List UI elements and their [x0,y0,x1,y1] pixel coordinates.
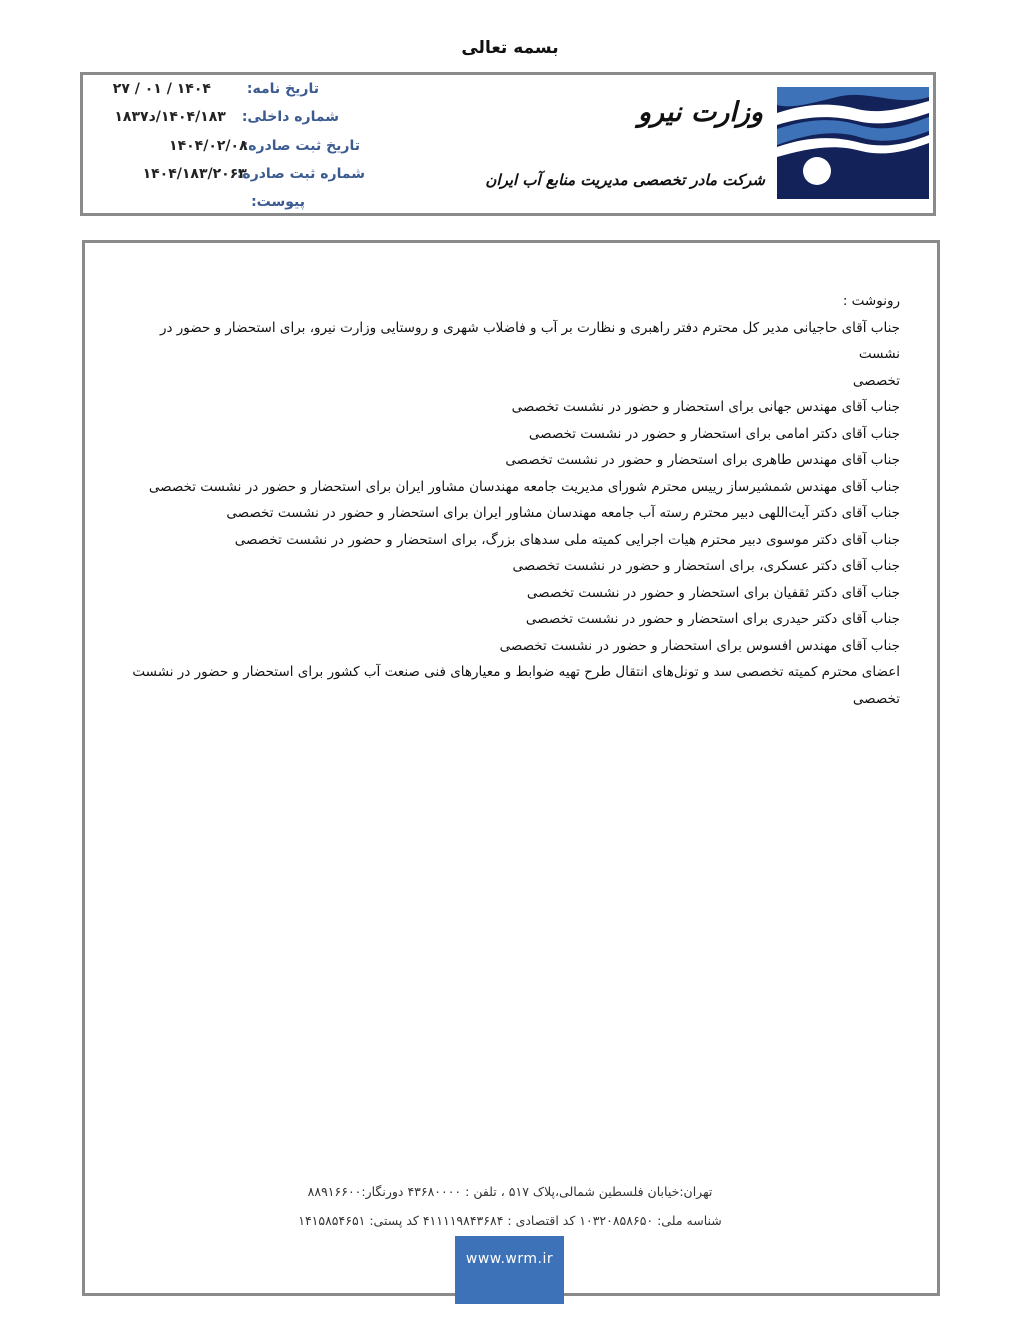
cc-recipient: جناب آقای دکتر حیدری برای استحضار و حضور در نشست تخصصی [525,611,900,627]
cc-recipient: جناب آقای دکتر آیت‌اللهی دبیر محترم رسته آب جامعه مهندسان مشاور ایران برای استحضار و حضور در نشست تخصصی [226,505,900,521]
wave-logo-icon [777,87,929,199]
cc-recipient: اعضای محترم کمیته تخصصی سد و تونل‌های انتقال طرح تهیه ضوابط و معیارهای فنی صنعت آب کشور برای استحضار و حضور در نشست تخصصی [132,664,900,707]
meta-issue-date [169,138,360,154]
meta-value: ۱۴۰۴/۰۲/۰۸ [169,138,248,154]
cc-title: رونوشت : [842,293,900,309]
meta-value: ۱۴۰۴/۱۸۳/د۱۸۳۷ [114,109,226,125]
footer-address: تهران:خیابان فلسطین شمالی،پلاک ۵۱۷ ، تلفن : ۴۳۶۸۰۰۰۰ دورنگار:۸۸۹۱۶۶۰۰ [307,1184,713,1199]
cc-recipient: جناب آقای دکتر ثقفیان برای استحضار و حضور در نشست تخصصی [526,584,900,601]
meta-label: شماره داخلی: [241,109,339,125]
meta-label: شماره ثبت صادره: [236,166,365,182]
meta-internal-number [114,109,339,125]
cc-recipient: جناب آقای مهندس افسوس برای استحضار و حضور در نشست تخصصی [499,637,900,654]
cc-recipient: جناب آقای مهندس طاهری برای استحضار و حضور در نشست تخصصی [505,452,900,468]
meta-attachment [251,194,305,210]
meta-letter-date [112,81,319,97]
cc-recipient: جناب آقای دکتر موسوی دبیر محترم هیات اجرایی کمیته ملی سدهای بزرگ، برای استحضار و حضور در نشست تخصصی [234,531,900,548]
meta-value: ۱۴۰۴ / ۰۱ / ۲۷ [112,81,211,97]
letter-header [80,72,936,216]
cc-recipient: جناب آقای مهندس جهانی برای استحضار و حضور در نشست تخصصی [511,399,900,415]
meta-issue-number [142,166,365,182]
meta-label: پیوست: [251,194,305,210]
cc-recipient: جناب آقای مهندس شمشیرساز رییس محترم شورای مدیریت جامعه مهندسان مشاور ایران برای استحضار و حضور در نشست تخصصی [148,478,900,495]
meta-value: ۱۴۰۴/۱۸۳/۲۰۶۳ [142,166,247,182]
company-name: شرکت مادر تخصصی مدیریت منابع آب ایران [485,171,765,189]
ministry-name: وزارت نیرو [637,97,763,128]
meta-label: تاریخ نامه: [246,81,319,97]
cc-recipient: جناب آقای حاجیانی مدیر کل محترم دفتر راهبری و نظارت بر آب و فاضلاب شهری و روستایی وزارت نیرو، برای استحضار و حضور در نشست [159,319,900,362]
ministry-logo [777,87,929,199]
page-title: بسمه تعالی [461,38,559,58]
footer-ids: شناسه ملی: ۱۰۳۲۰۸۵۸۶۵۰ کد اقتصادی : ۴۱۱۱۱۹۸۴۳۶۸۴ کد پستی: ۱۴۱۵۸۵۴۶۵۱ [298,1213,722,1228]
cc-recipient: تخصصی [852,372,900,389]
website-badge[interactable]: www.wrm.ir [455,1236,564,1304]
cc-recipient: جناب آقای دکتر امامی برای استحضار و حضور در نشست تخصصی [528,425,900,442]
meta-label: تاریخ ثبت صادره: [242,138,360,154]
cc-recipient: جناب آقای دکتر عسکری، برای استحضار و حضور در نشست تخصصی [512,558,900,574]
cc-list [120,288,900,712]
